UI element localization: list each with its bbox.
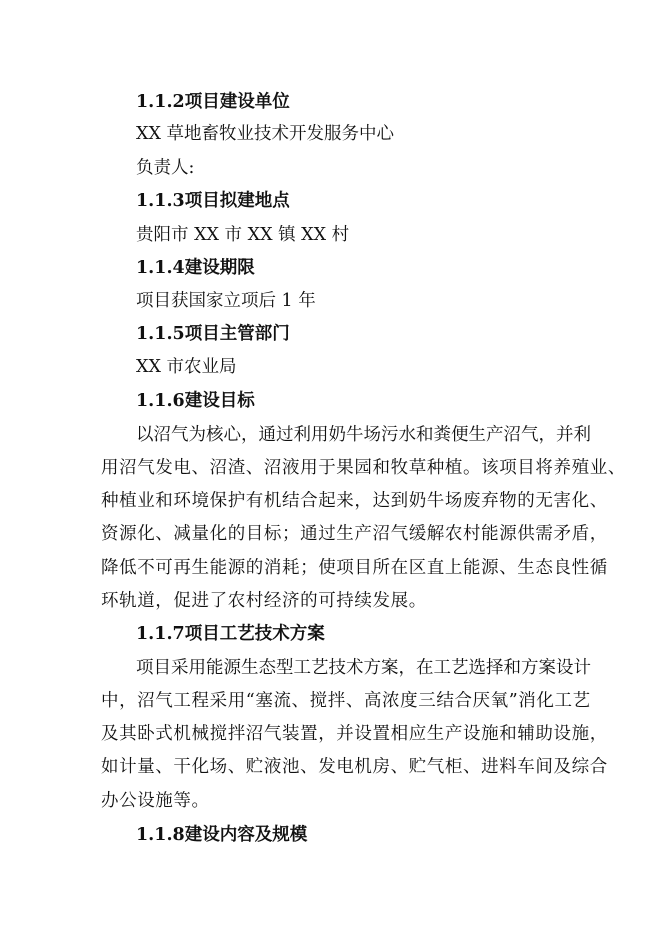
paragraph-line: XX 市农业局 [136,357,237,377]
paragraph-line: 中，沼气工程采用“塞流、搅拌、高浓度三结合厌氧”消化工艺 [101,691,591,711]
paragraph-line: 资源化、减量化的目标；通过生产沼气缓解农村能源供需矛盾， [101,524,608,544]
heading-1-1-6: 1.1.6建设目标 [136,391,255,411]
heading-1-1-2: 1.1.2项目建设单位 [136,92,290,112]
paragraph-line: 降低不可再生能源的消耗；使项目所在区直上能源、生态良性循 [101,558,608,578]
paragraph-line: 种植业和环境保护有机结合起来，达到奶牛场废弃物的无害化、 [101,491,608,511]
paragraph-line: 项目采用能源生态型工艺技术方案，在工艺选择和方案设计 [136,658,591,678]
paragraph-line: 贵阳市 XX 市 XX 镇 XX 村 [136,225,350,245]
paragraph-line: 用沼气发电、沼渣、沼液用于果园和牧草种植。该项目将养殖业、 [101,458,626,478]
heading-1-1-4: 1.1.4建设期限 [136,258,255,278]
paragraph-line: 负责人: [136,158,195,178]
paragraph-line: 项目获国家立项后 1 年 [136,291,316,311]
paragraph-line: 办公设施等。 [101,791,210,811]
heading-1-1-7: 1.1.7项目工艺技术方案 [136,624,325,644]
paragraph-line: 以沼气为核心，通过利用奶牛场污水和粪便生产沼气，并利 [136,425,591,445]
paragraph-line: XX 草地畜牧业技术开发服务中心 [136,124,394,144]
paragraph-line: 如计量、干化场、贮液池、发电机房、贮气柜、进料车间及综合 [101,757,608,777]
heading-1-1-5: 1.1.5项目主管部门 [136,324,290,344]
heading-1-1-3: 1.1.3项目拟建地点 [136,191,290,211]
paragraph-line: 环轨道，促进了农村经济的可持续发展。 [101,591,427,611]
paragraph-line: 及其卧式机械搅拌沼气装置，并设置相应生产设施和辅助设施， [101,724,608,744]
heading-1-1-8: 1.1.8建设内容及规模 [136,825,308,845]
